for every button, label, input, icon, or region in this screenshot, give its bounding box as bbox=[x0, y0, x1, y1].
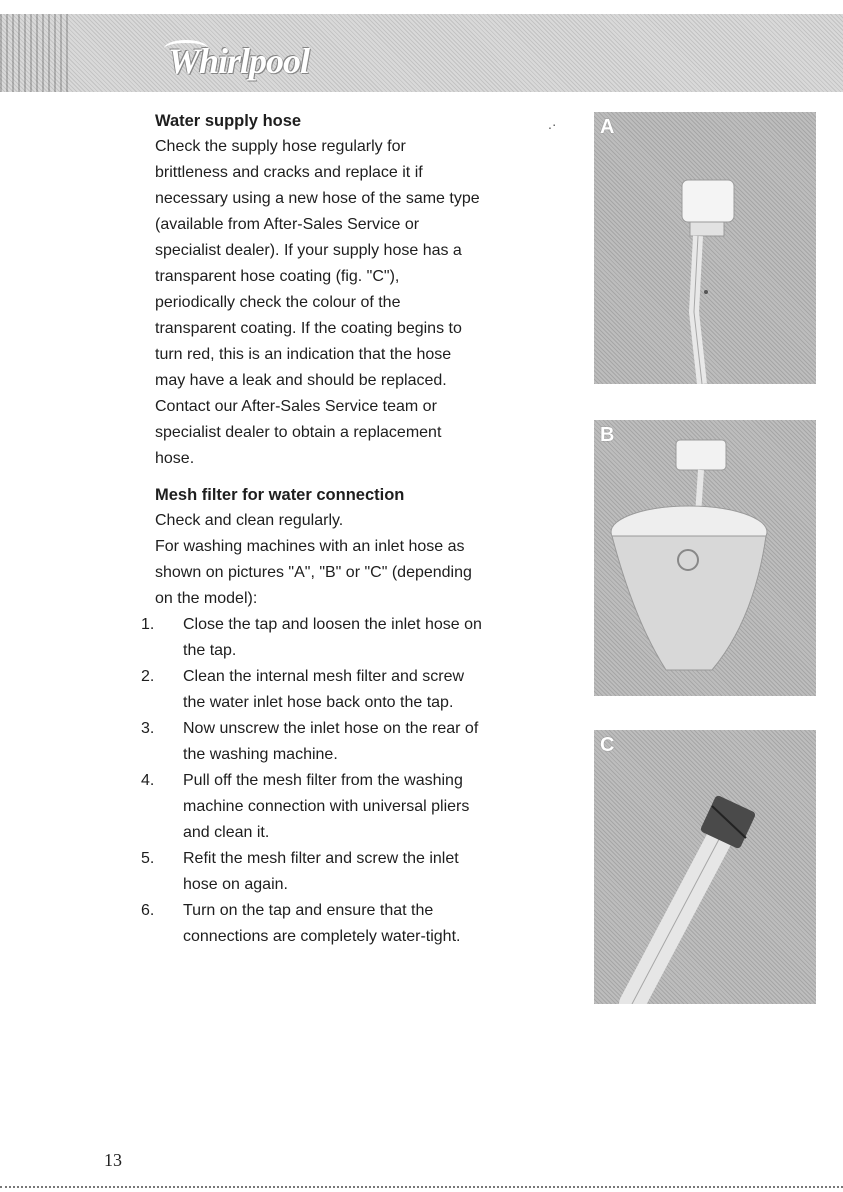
figure-c-label: C bbox=[600, 734, 615, 756]
figure-b-photo bbox=[594, 420, 816, 696]
text-line: Check the supply hose regularly for bbox=[155, 138, 406, 155]
step-item bbox=[141, 768, 535, 846]
step-item bbox=[141, 664, 535, 716]
step-number: 5. bbox=[141, 850, 155, 867]
figure-a-photo bbox=[594, 112, 816, 384]
text-line: transparent coating. If the coating begins to bbox=[155, 320, 462, 337]
figure-c-photo bbox=[594, 730, 816, 1004]
text-line: specialist dealer to obtain a replacement bbox=[155, 424, 442, 441]
text-line: necessary using a new hose of the same type bbox=[155, 190, 480, 207]
steps-list bbox=[141, 612, 535, 950]
text-line: transparent hose coating (fig. "C"), bbox=[155, 268, 400, 285]
section-title-mesh-filter: Mesh filter for water connection bbox=[155, 486, 405, 504]
step-line: connections are completely water-tight. bbox=[183, 928, 461, 945]
text-line: turn red, this is an indication that the hose bbox=[155, 346, 452, 363]
step-number: 1. bbox=[141, 616, 155, 633]
hose-connector-illustration bbox=[594, 112, 816, 384]
step-line: the washing machine. bbox=[183, 746, 338, 763]
step-line: the water inlet hose back onto the tap. bbox=[183, 694, 454, 711]
step-number: 2. bbox=[141, 668, 155, 685]
text-line: shown on pictures "A", "B" or "C" (depending bbox=[155, 564, 472, 581]
step-line: Close the tap and loosen the inlet hose on bbox=[183, 616, 482, 633]
step-line: Now unscrew the inlet hose on the rear of bbox=[183, 720, 479, 737]
header-pattern bbox=[0, 14, 72, 92]
mesh-filter-intro bbox=[155, 508, 535, 612]
bottom-rule bbox=[0, 1186, 843, 1188]
text-line: For washing machines with an inlet hose as bbox=[155, 538, 465, 555]
header-band bbox=[0, 14, 843, 92]
figure-b-label: B bbox=[600, 424, 615, 446]
page-number: 13 bbox=[104, 1150, 122, 1170]
text-line: Check and clean regularly. bbox=[155, 512, 344, 529]
step-item bbox=[141, 612, 535, 664]
main-content bbox=[141, 108, 535, 950]
step-line: Clean the internal mesh filter and screw bbox=[183, 668, 465, 685]
figure-a-label: A bbox=[600, 116, 615, 138]
step-number: 3. bbox=[141, 720, 155, 737]
text-line: periodically check the colour of the bbox=[155, 294, 401, 311]
step-line: hose on again. bbox=[183, 876, 288, 893]
step-line: and clean it. bbox=[183, 824, 270, 841]
step-item bbox=[141, 846, 535, 898]
text-line: may have a leak and should be replaced. bbox=[155, 372, 447, 389]
step-number: 6. bbox=[141, 902, 155, 919]
funnel-filter-illustration bbox=[594, 420, 816, 696]
step-line: Turn on the tap and ensure that the bbox=[183, 902, 434, 919]
step-line: Pull off the mesh filter from the washing bbox=[183, 772, 463, 789]
text-line: on the model): bbox=[155, 590, 258, 607]
step-item bbox=[141, 716, 535, 768]
step-line: the tap. bbox=[183, 642, 237, 659]
text-line: hose. bbox=[155, 450, 195, 467]
text-line: Contact our After-Sales Service team or bbox=[155, 398, 437, 415]
text-line: specialist dealer). If your supply hose has a bbox=[155, 242, 462, 259]
water-supply-body bbox=[155, 134, 535, 472]
step-line: Refit the mesh filter and screw the inlet bbox=[183, 850, 459, 867]
section-title-water-supply: Water supply hose bbox=[155, 112, 302, 130]
step-number: 4. bbox=[141, 772, 155, 789]
hose-brush-illustration bbox=[594, 730, 816, 1004]
stray-mark: .· bbox=[548, 116, 557, 132]
text-line: brittleness and cracks and replace it if bbox=[155, 164, 423, 181]
step-item bbox=[141, 898, 535, 950]
text-line: (available from After-Sales Service or bbox=[155, 216, 420, 233]
step-line: machine connection with universal pliers bbox=[183, 798, 470, 815]
brand-logo: Whirlpool bbox=[168, 41, 310, 81]
